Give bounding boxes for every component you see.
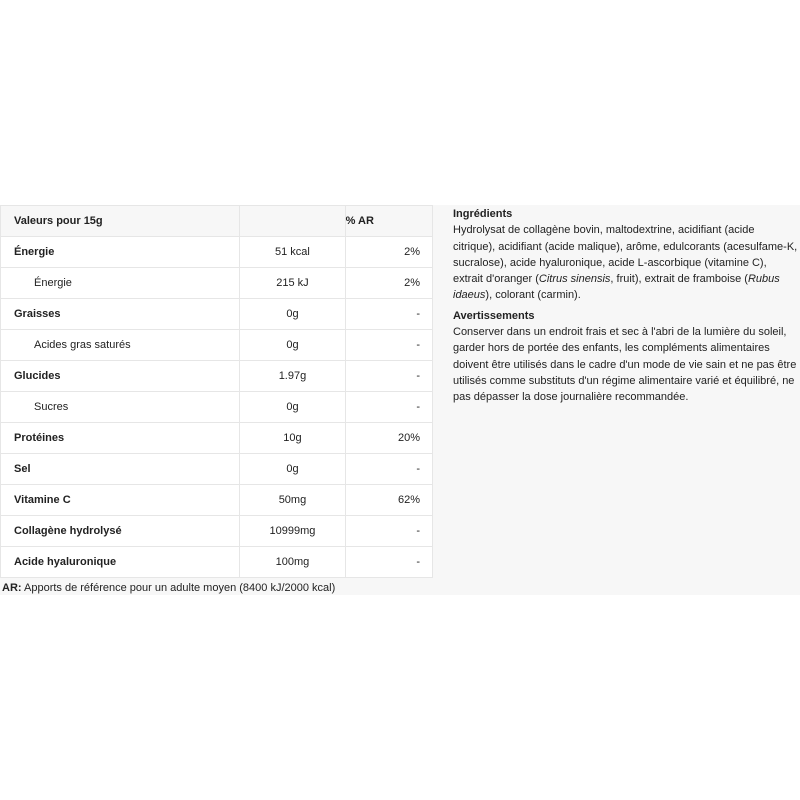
nutrition-table-container [0,205,433,578]
ingredients-text [453,222,798,303]
nutrient-name: Vitamine C [1,485,240,516]
nutrient-value: 215 kJ [240,268,345,299]
nutrient-value: 0g [240,392,345,423]
nutrient-ar: - [345,392,432,423]
nutrient-ar: - [345,299,432,330]
table-row [1,547,433,578]
ingredients-text-part1: Hydrolysat de collagène bovin, maltodextrine, acidifiant (acide citrique), acidifiant (acide malique), arôme, edulcorants (acesulfame-K, sucralose), acide hyaluronique, acide L-ascorbique (vitamine C), extrait d'oranger ( [453,224,798,286]
nutrient-ar: 2% [345,268,432,299]
info-column [453,206,798,410]
nutrient-name: Glucides [1,361,240,392]
nutrient-ar: 20% [345,423,432,454]
nutrient-name: Graisses [1,299,240,330]
nutrient-name: Énergie [1,268,240,299]
table-body [1,237,433,578]
nutrient-ar: - [345,547,432,578]
table-row [1,237,433,268]
nutrient-name: Sucres [1,392,240,423]
nutrient-value: 10g [240,423,345,454]
table-row [1,330,433,361]
warnings-title: Avertissements [453,309,535,322]
ingredients-title: Ingrédients [453,208,513,220]
table-row [1,516,433,547]
ingredients-text-part2: , fruit), extrait de framboise ( [610,273,748,286]
ingredients-latin-orange: Citrus sinensis [538,273,611,286]
table-row [1,299,433,330]
nutrient-name: Sel [1,454,240,485]
table-row [1,392,433,423]
ingredients-latin-raspberry: Rubus idaeus [453,273,780,302]
table-row [1,361,433,392]
warnings-text: Conserver dans un endroit frais et sec à l'abri de la lumière du soleil, garder hors de portée des enfants, les compléments alimentaires doivent être utilisés dans le cadre d'un mode de vie sain et ne pas être utilisés comme substituts d'un régime alimentaire varié et équilibré, ne pas dépasser la dose journalière recommandée. [453,326,797,404]
nutrient-value: 0g [240,454,345,485]
nutrient-value: 51 kcal [240,237,345,268]
nutrient-value: 0g [240,330,345,361]
nutrient-ar: 2% [345,237,432,268]
nutrient-ar: - [345,516,432,547]
table-row [1,454,433,485]
nutrient-name: Acides gras saturés [1,330,240,361]
nutrient-ar: - [345,330,432,361]
footnote-label: AR: [2,582,22,594]
nutrient-name: Protéines [1,423,240,454]
nutrient-ar: - [345,361,432,392]
nutrient-ar: 62% [345,485,432,516]
header-values: Valeurs pour 15g [1,206,240,237]
footnote-text: Apports de référence pour un adulte moyen (8400 kJ/2000 kcal) [21,582,336,594]
nutrient-name: Énergie [1,237,240,268]
table-row [1,485,433,516]
nutrient-name: Collagène hydrolysé [1,516,240,547]
nutrient-value: 1.97g [240,361,345,392]
footnote [2,582,335,594]
nutrient-value: 100mg [240,547,345,578]
table-row [1,268,433,299]
nutrient-name: Acide hyaluronique [1,547,240,578]
header-ar: % AR [345,206,432,237]
nutrient-ar: - [345,454,432,485]
header-quantity [240,206,345,237]
table-row [1,423,433,454]
ingredients-text-part3: ), colorant (carmin). [485,289,581,302]
nutrition-table [0,205,433,578]
nutrient-value: 10999mg [240,516,345,547]
table-header-row [1,206,433,237]
nutrient-value: 0g [240,299,345,330]
nutrient-value: 50mg [240,485,345,516]
